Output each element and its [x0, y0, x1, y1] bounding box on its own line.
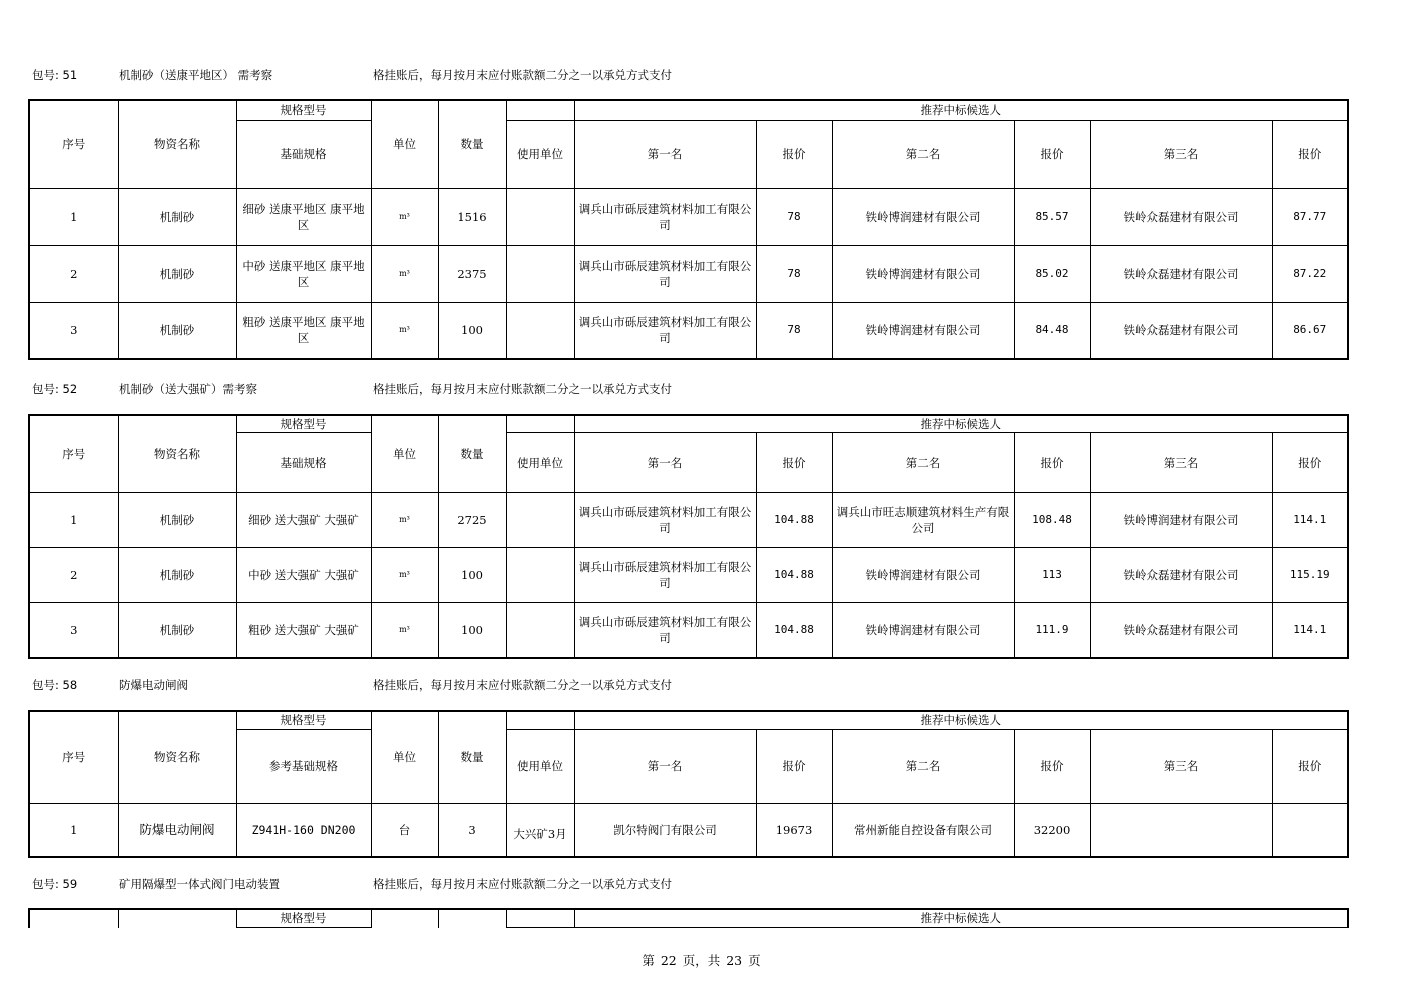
- cell-user-unit: [506, 188, 574, 245]
- cell-unit: m³: [371, 302, 438, 359]
- package-name: 机制砂（送大强矿）需考察: [119, 382, 257, 396]
- cell-price-3: 87.22: [1272, 245, 1348, 302]
- cell-spec: 粗砂 送大强矿 大强矿: [236, 603, 371, 658]
- package-51-table: [28, 99, 1349, 360]
- header-price-3: 报价: [1272, 120, 1348, 188]
- cell-second: 铁岭博润建材有限公司: [832, 188, 1014, 245]
- cell-seq: 2: [29, 245, 118, 302]
- cell-first: 调兵山市砾辰建筑材料加工有限公司: [574, 548, 756, 603]
- cell-second: 调兵山市旺志顺建筑材料生产有限公司: [832, 493, 1014, 548]
- cell-spec: 中砂 送康平地区 康平地区: [236, 245, 371, 302]
- cell-price-3: 115.19: [1272, 548, 1348, 603]
- header-candidates: 推荐中标候选人: [574, 909, 1348, 927]
- cell-price-1: 78: [756, 245, 832, 302]
- cell-user-unit: 大兴矿3月: [506, 803, 574, 857]
- header-seq: 序号: [29, 711, 118, 803]
- header-first: 第一名: [574, 729, 756, 803]
- package-59-table-clip: [28, 908, 1349, 928]
- cell-price-1: 104.88: [756, 548, 832, 603]
- cell-qty: 100: [438, 603, 506, 658]
- cell-third: 铁岭众磊建材有限公司: [1090, 245, 1272, 302]
- header-price-3: 报价: [1272, 433, 1348, 493]
- cell-qty: 100: [438, 548, 506, 603]
- package-58-line: [0, 677, 1403, 693]
- header-spec-group: 规格型号: [236, 100, 371, 120]
- cell-material: 机制砂: [118, 188, 236, 245]
- package-59-line: [0, 876, 1403, 892]
- cell-seq: 1: [29, 493, 118, 548]
- footer-mid: 页，共: [682, 953, 721, 968]
- header-material: [118, 909, 236, 928]
- header-user-unit: 使用单位: [506, 120, 574, 188]
- header-spec-group: 规格型号: [236, 909, 371, 927]
- cell-third: 铁岭众磊建材有限公司: [1090, 548, 1272, 603]
- cell-seq: 2: [29, 548, 118, 603]
- cell-qty: 2725: [438, 493, 506, 548]
- header-second: 第二名: [832, 433, 1014, 493]
- header-second: 第二名: [832, 120, 1014, 188]
- cell-user-unit: [506, 245, 574, 302]
- header-price-1: 报价: [756, 729, 832, 803]
- header-user-unit: 使用单位: [506, 433, 574, 493]
- header-qty: 数量: [438, 415, 506, 493]
- header-unit: 单位: [371, 711, 438, 803]
- cell-price-1: 19673: [756, 803, 832, 857]
- table-header-row: [29, 100, 1348, 120]
- package-name: 防爆电动闸阀: [119, 678, 188, 692]
- package-59-table: [28, 908, 1349, 928]
- cell-price-3: 114.1: [1272, 493, 1348, 548]
- table-row: [29, 302, 1348, 359]
- page-footer: [0, 951, 1403, 969]
- cell-second: 铁岭博润建材有限公司: [832, 302, 1014, 359]
- cell-spec: 细砂 送大强矿 大强矿: [236, 493, 371, 548]
- cell-first: 调兵山市砾辰建筑材料加工有限公司: [574, 188, 756, 245]
- cell-material: 机制砂: [118, 245, 236, 302]
- cell-seq: 1: [29, 803, 118, 857]
- header-price-1: 报价: [756, 433, 832, 493]
- cell-spec: 粗砂 送康平地区 康平地区: [236, 302, 371, 359]
- cell-qty: 100: [438, 302, 506, 359]
- cell-qty: 1516: [438, 188, 506, 245]
- header-price-2: 报价: [1014, 729, 1090, 803]
- package-58-table: [28, 710, 1349, 858]
- table-row: [29, 493, 1348, 548]
- header-material: 物资名称: [118, 415, 236, 493]
- cell-unit: m³: [371, 245, 438, 302]
- cell-material: 防爆电动闸阀: [118, 803, 236, 857]
- header-unit: [371, 909, 438, 928]
- header-candidates: 推荐中标候选人: [574, 415, 1348, 433]
- cell-second: 铁岭博润建材有限公司: [832, 548, 1014, 603]
- package-name: 矿用隔爆型一体式阀门电动装置: [119, 877, 280, 891]
- package-52-line: [0, 381, 1403, 397]
- cell-second: 常州新能自控设备有限公司: [832, 803, 1014, 857]
- package-name: 机制砂（送康平地区） 需考察: [119, 68, 273, 82]
- cell-second: 铁岭博润建材有限公司: [832, 245, 1014, 302]
- package-51-line: [0, 67, 1403, 83]
- payment-terms: 格挂账后，每月按月末应付账款额二分之一以承兑方式支付: [373, 678, 672, 692]
- header-blank: [506, 909, 574, 927]
- cell-second: 铁岭博润建材有限公司: [832, 603, 1014, 658]
- package-number: 包号: 58: [32, 678, 78, 692]
- cell-first: 调兵山市砾辰建筑材料加工有限公司: [574, 245, 756, 302]
- cell-unit: 台: [371, 803, 438, 857]
- header-unit: 单位: [371, 415, 438, 493]
- cell-price-1: 104.88: [756, 603, 832, 658]
- cell-first: 调兵山市砾辰建筑材料加工有限公司: [574, 603, 756, 658]
- cell-spec: 中砂 送大强矿 大强矿: [236, 548, 371, 603]
- table-header-row: [29, 909, 1348, 927]
- header-blank: [506, 415, 574, 433]
- payment-terms: 格挂账后，每月按月末应付账款额二分之一以承兑方式支付: [373, 68, 672, 82]
- header-candidates: 推荐中标候选人: [574, 711, 1348, 729]
- header-seq: [29, 909, 118, 928]
- header-spec: 基础规格: [236, 433, 371, 493]
- table-row: [29, 603, 1348, 658]
- package-number: 包号: 59: [32, 877, 78, 891]
- cell-material: 机制砂: [118, 493, 236, 548]
- header-first: 第一名: [574, 120, 756, 188]
- cell-price-3: 87.77: [1272, 188, 1348, 245]
- table-row: [29, 188, 1348, 245]
- header-third: 第三名: [1090, 729, 1272, 803]
- footer-prefix: 第: [642, 953, 655, 968]
- header-spec-group: 规格型号: [236, 415, 371, 433]
- cell-price-2: 32200: [1014, 803, 1090, 857]
- cell-user-unit: [506, 493, 574, 548]
- header-blank: [506, 711, 574, 729]
- header-qty: 数量: [438, 100, 506, 188]
- cell-price-3: 114.1: [1272, 603, 1348, 658]
- cell-unit: m³: [371, 603, 438, 658]
- cell-first: 调兵山市砾辰建筑材料加工有限公司: [574, 493, 756, 548]
- header-material: 物资名称: [118, 100, 236, 188]
- cell-spec: Z941H-160 DN200: [236, 803, 371, 857]
- table-row: [29, 548, 1348, 603]
- package-number: 包号: 52: [32, 382, 78, 396]
- cell-third: 铁岭博润建材有限公司: [1090, 493, 1272, 548]
- cell-third: 铁岭众磊建材有限公司: [1090, 188, 1272, 245]
- footer-page-number: 22: [660, 953, 677, 968]
- header-spec: 基础规格: [236, 120, 371, 188]
- cell-third: [1090, 803, 1272, 857]
- cell-third: 铁岭众磊建材有限公司: [1090, 302, 1272, 359]
- footer-total-pages: 23: [726, 953, 743, 968]
- header-spec-ref: 参考基础规格: [236, 729, 371, 803]
- cell-price-3: [1272, 803, 1348, 857]
- header-price-2: 报价: [1014, 120, 1090, 188]
- cell-material: 机制砂: [118, 548, 236, 603]
- header-spec-group: 规格型号: [236, 711, 371, 729]
- cell-first: 调兵山市砾辰建筑材料加工有限公司: [574, 302, 756, 359]
- cell-price-1: 78: [756, 302, 832, 359]
- header-seq: 序号: [29, 100, 118, 188]
- header-price-3: 报价: [1272, 729, 1348, 803]
- header-seq: 序号: [29, 415, 118, 493]
- cell-user-unit: [506, 603, 574, 658]
- cell-price-1: 78: [756, 188, 832, 245]
- header-qty: 数量: [438, 711, 506, 803]
- payment-terms: 格挂账后，每月按月末应付账款额二分之一以承兑方式支付: [373, 877, 672, 891]
- header-material: 物资名称: [118, 711, 236, 803]
- cell-user-unit: [506, 302, 574, 359]
- cell-third: 铁岭众磊建材有限公司: [1090, 603, 1272, 658]
- cell-qty: 2375: [438, 245, 506, 302]
- cell-price-2: 111.9: [1014, 603, 1090, 658]
- cell-material: 机制砂: [118, 302, 236, 359]
- header-first: 第一名: [574, 433, 756, 493]
- header-unit: 单位: [371, 100, 438, 188]
- table-row: [29, 803, 1348, 857]
- header-qty: [438, 909, 506, 928]
- cell-user-unit: [506, 548, 574, 603]
- cell-price-1: 104.88: [756, 493, 832, 548]
- cell-material: 机制砂: [118, 603, 236, 658]
- cell-seq: 3: [29, 603, 118, 658]
- footer-suffix: 页: [748, 953, 761, 968]
- header-candidates: 推荐中标候选人: [574, 100, 1348, 120]
- cell-qty: 3: [438, 803, 506, 857]
- cell-seq: 1: [29, 188, 118, 245]
- cell-unit: m³: [371, 188, 438, 245]
- package-number: 包号: 51: [32, 68, 78, 82]
- cell-spec: 细砂 送康平地区 康平地区: [236, 188, 371, 245]
- table-header-row: [29, 415, 1348, 433]
- cell-price-2: 85.57: [1014, 188, 1090, 245]
- header-second: 第二名: [832, 729, 1014, 803]
- header-third: 第三名: [1090, 433, 1272, 493]
- package-52-table: [28, 414, 1349, 659]
- cell-price-3: 86.67: [1272, 302, 1348, 359]
- header-third: 第三名: [1090, 120, 1272, 188]
- cell-price-2: 108.48: [1014, 493, 1090, 548]
- table-row: [29, 245, 1348, 302]
- cell-first: 凯尔特阀门有限公司: [574, 803, 756, 857]
- cell-seq: 3: [29, 302, 118, 359]
- payment-terms: 格挂账后，每月按月末应付账款额二分之一以承兑方式支付: [373, 382, 672, 396]
- header-blank: [506, 100, 574, 120]
- cell-price-2: 85.02: [1014, 245, 1090, 302]
- header-price-1: 报价: [756, 120, 832, 188]
- cell-price-2: 113: [1014, 548, 1090, 603]
- header-user-unit: 使用单位: [506, 729, 574, 803]
- header-price-2: 报价: [1014, 433, 1090, 493]
- cell-price-2: 84.48: [1014, 302, 1090, 359]
- cell-unit: m³: [371, 548, 438, 603]
- table-header-row: [29, 711, 1348, 729]
- cell-unit: m³: [371, 493, 438, 548]
